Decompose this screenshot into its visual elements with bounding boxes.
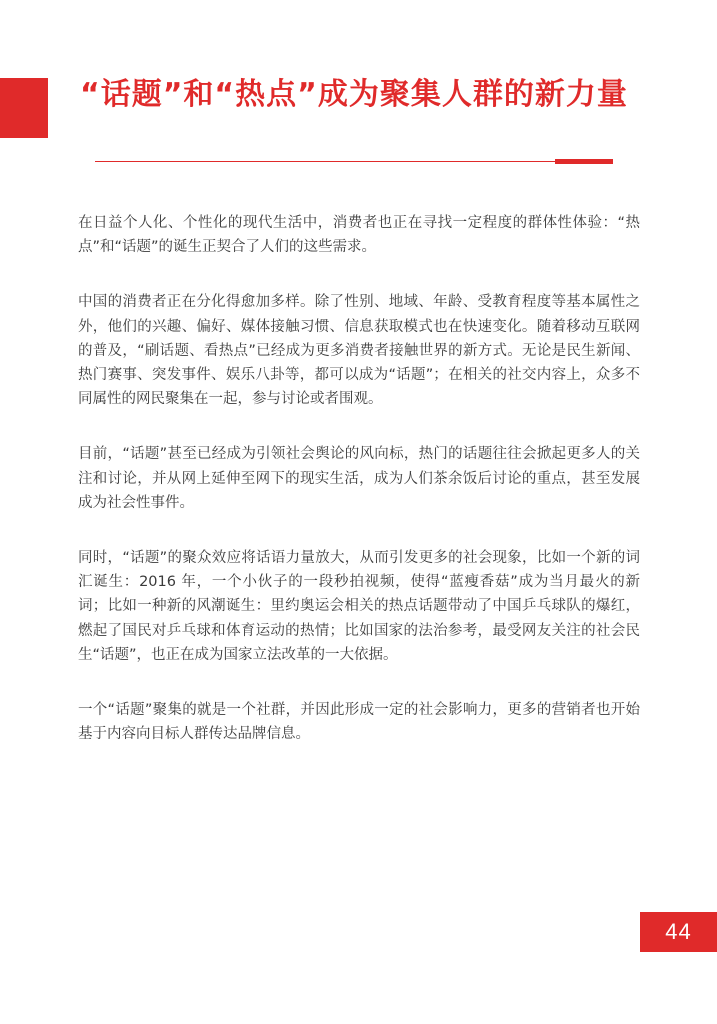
title-divider-line [95, 161, 560, 162]
page-title: “话题”和“热点”成为聚集人群的新力量 [80, 77, 628, 112]
paragraph-5: 一个“话题”聚集的就是一个社群，并因此形成一定的社会影响力，更多的营销者也开始基于内容向目标人群传达品牌信息。 [78, 702, 640, 743]
paragraph-2: 中国的消费者正在分化得愈加多样。除了性别、地域、年龄、受教育程度等基本属性之外，他们的兴趣、偏好、媒体接触习惯、信息获取模式也在快速变化。随着移动互联网的普及，“刷话题、看热点”已经成为更多消费者接触世界的新方式。无论是民生新闻、热门赛事、突发事件、娱乐八卦等，都可以成为“话题”；在相关的社交内容上，众多不同属性的网民聚集在一起，参与讨论或者围观。 [78, 294, 640, 408]
title-accent-block [0, 78, 48, 138]
paragraph-1: 在日益个人化、个性化的现代生活中，消费者也正在寻找一定程度的群体性体验：“热点”和“话题”的诞生正契合了人们的这些需求。 [78, 215, 640, 256]
page-number: 44 [665, 919, 692, 944]
page-number-badge [640, 912, 717, 952]
article-body [78, 211, 640, 777]
title-divider-accent [555, 159, 613, 164]
paragraph-4: 同时，“话题”的聚众效应将话语力量放大，从而引发更多的社会现象，比如一个新的词汇诞生：2016 年，一个小伙子的一段秒拍视频，使得“蓝瘦香菇”成为当月最火的新词；比如一种新的风潮诞生：里约奥运会相关的热点话题带动了中国乒乓球队的爆红，燃起了国民对乒乓球和体育运动的热情；比如国家的法治参考，最受网友关注的社会民生“话题”，也正在成为国家立法改革的一大依据。 [78, 550, 640, 663]
paragraph-3: 目前，“话题”甚至已经成为引领社会舆论的风向标，热门的话题往往会掀起更多人的关注和讨论，并从网上延伸至网下的现实生活，成为人们茶余饭后讨论的重点，甚至发展成为社会性事件。 [78, 446, 640, 511]
